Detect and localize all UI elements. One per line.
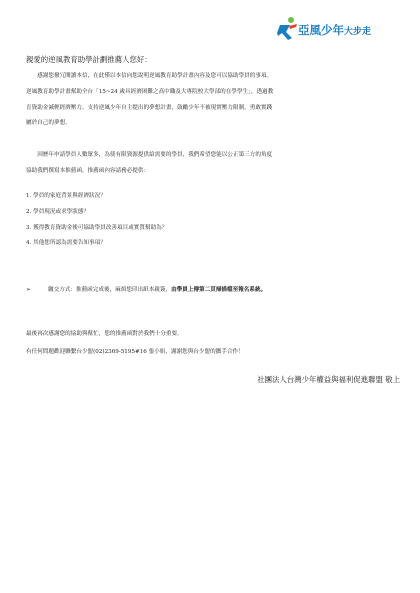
signature-line: 社團法人台灣少年權益與福利促進聯盟 敬上 [257, 375, 400, 384]
intro-line: 屬於自己的夢想。 [26, 120, 71, 127]
list-item: 1. 學員的家庭背景與經濟狀況？ [26, 193, 106, 199]
submission-instructions [26, 285, 266, 293]
list-item: 4. 其他您所認為需要告知事項？ [26, 240, 106, 247]
list-item: 3. 獲得教育資助金後可協助學員改善項目或實質幫助為？ [26, 224, 168, 231]
intro-paragraph [26, 69, 400, 132]
intro-line: 感謝您撥冗閱讀本信，在此僅以本信向您說明逆風教育助學計畫內容及您可以協助學員的事項。 [26, 73, 273, 79]
requirements-list [26, 189, 167, 252]
intro-line: 逆風教育助學計畫幫助全台「15~24 歲具經濟困難之高中職及大專院校大學部的在學學生」，透過教 [26, 88, 274, 95]
logo-wordmark [298, 22, 371, 38]
logo-main-text: 亞風少年 [298, 23, 344, 37]
organization-logo [276, 16, 406, 44]
reason-line: 協助我們撰寫本推薦函，推薦函內容請務必提供： [26, 167, 150, 174]
closing-line: 有任何問題歡迎聯繫台少盟(02)2369-5195#16 張小姐，謝謝您與台少盟的攜手合作！ [26, 349, 244, 355]
salutation: 親愛的逆風教育助學計劃推薦人您好： [26, 55, 152, 64]
reason-line: 因歷年申請學員人數眾多，為使有限資源提供給需要的學員，我們希望您能以公正第三方的角度 [26, 152, 273, 158]
list-item: 2. 學員現況或求學狀態？ [26, 208, 90, 215]
runner-logo-icon [276, 16, 300, 44]
closing-paragraph [26, 325, 244, 361]
closing-line: 最後再次感謝您的協助與幫忙，您的推薦函對於我們十分重要。 [26, 331, 183, 337]
intro-line: 育資助金減輕經濟壓力、支持逆風少年自主提出的夢想計畫，鼓勵少年不被現實壓力限制，勇敢實踐 [26, 104, 273, 111]
arrow-bullet-icon: ➢ [26, 287, 31, 293]
submission-text: 繳交方式：推薦函完成後，麻煩您印出紙本親簽， [48, 287, 172, 293]
reason-paragraph [26, 148, 400, 180]
submission-emphasis: 由學員上傳第二頁掃描檔至報名系統。 [171, 287, 267, 293]
logo-sub-text: 大步走 [344, 27, 372, 37]
